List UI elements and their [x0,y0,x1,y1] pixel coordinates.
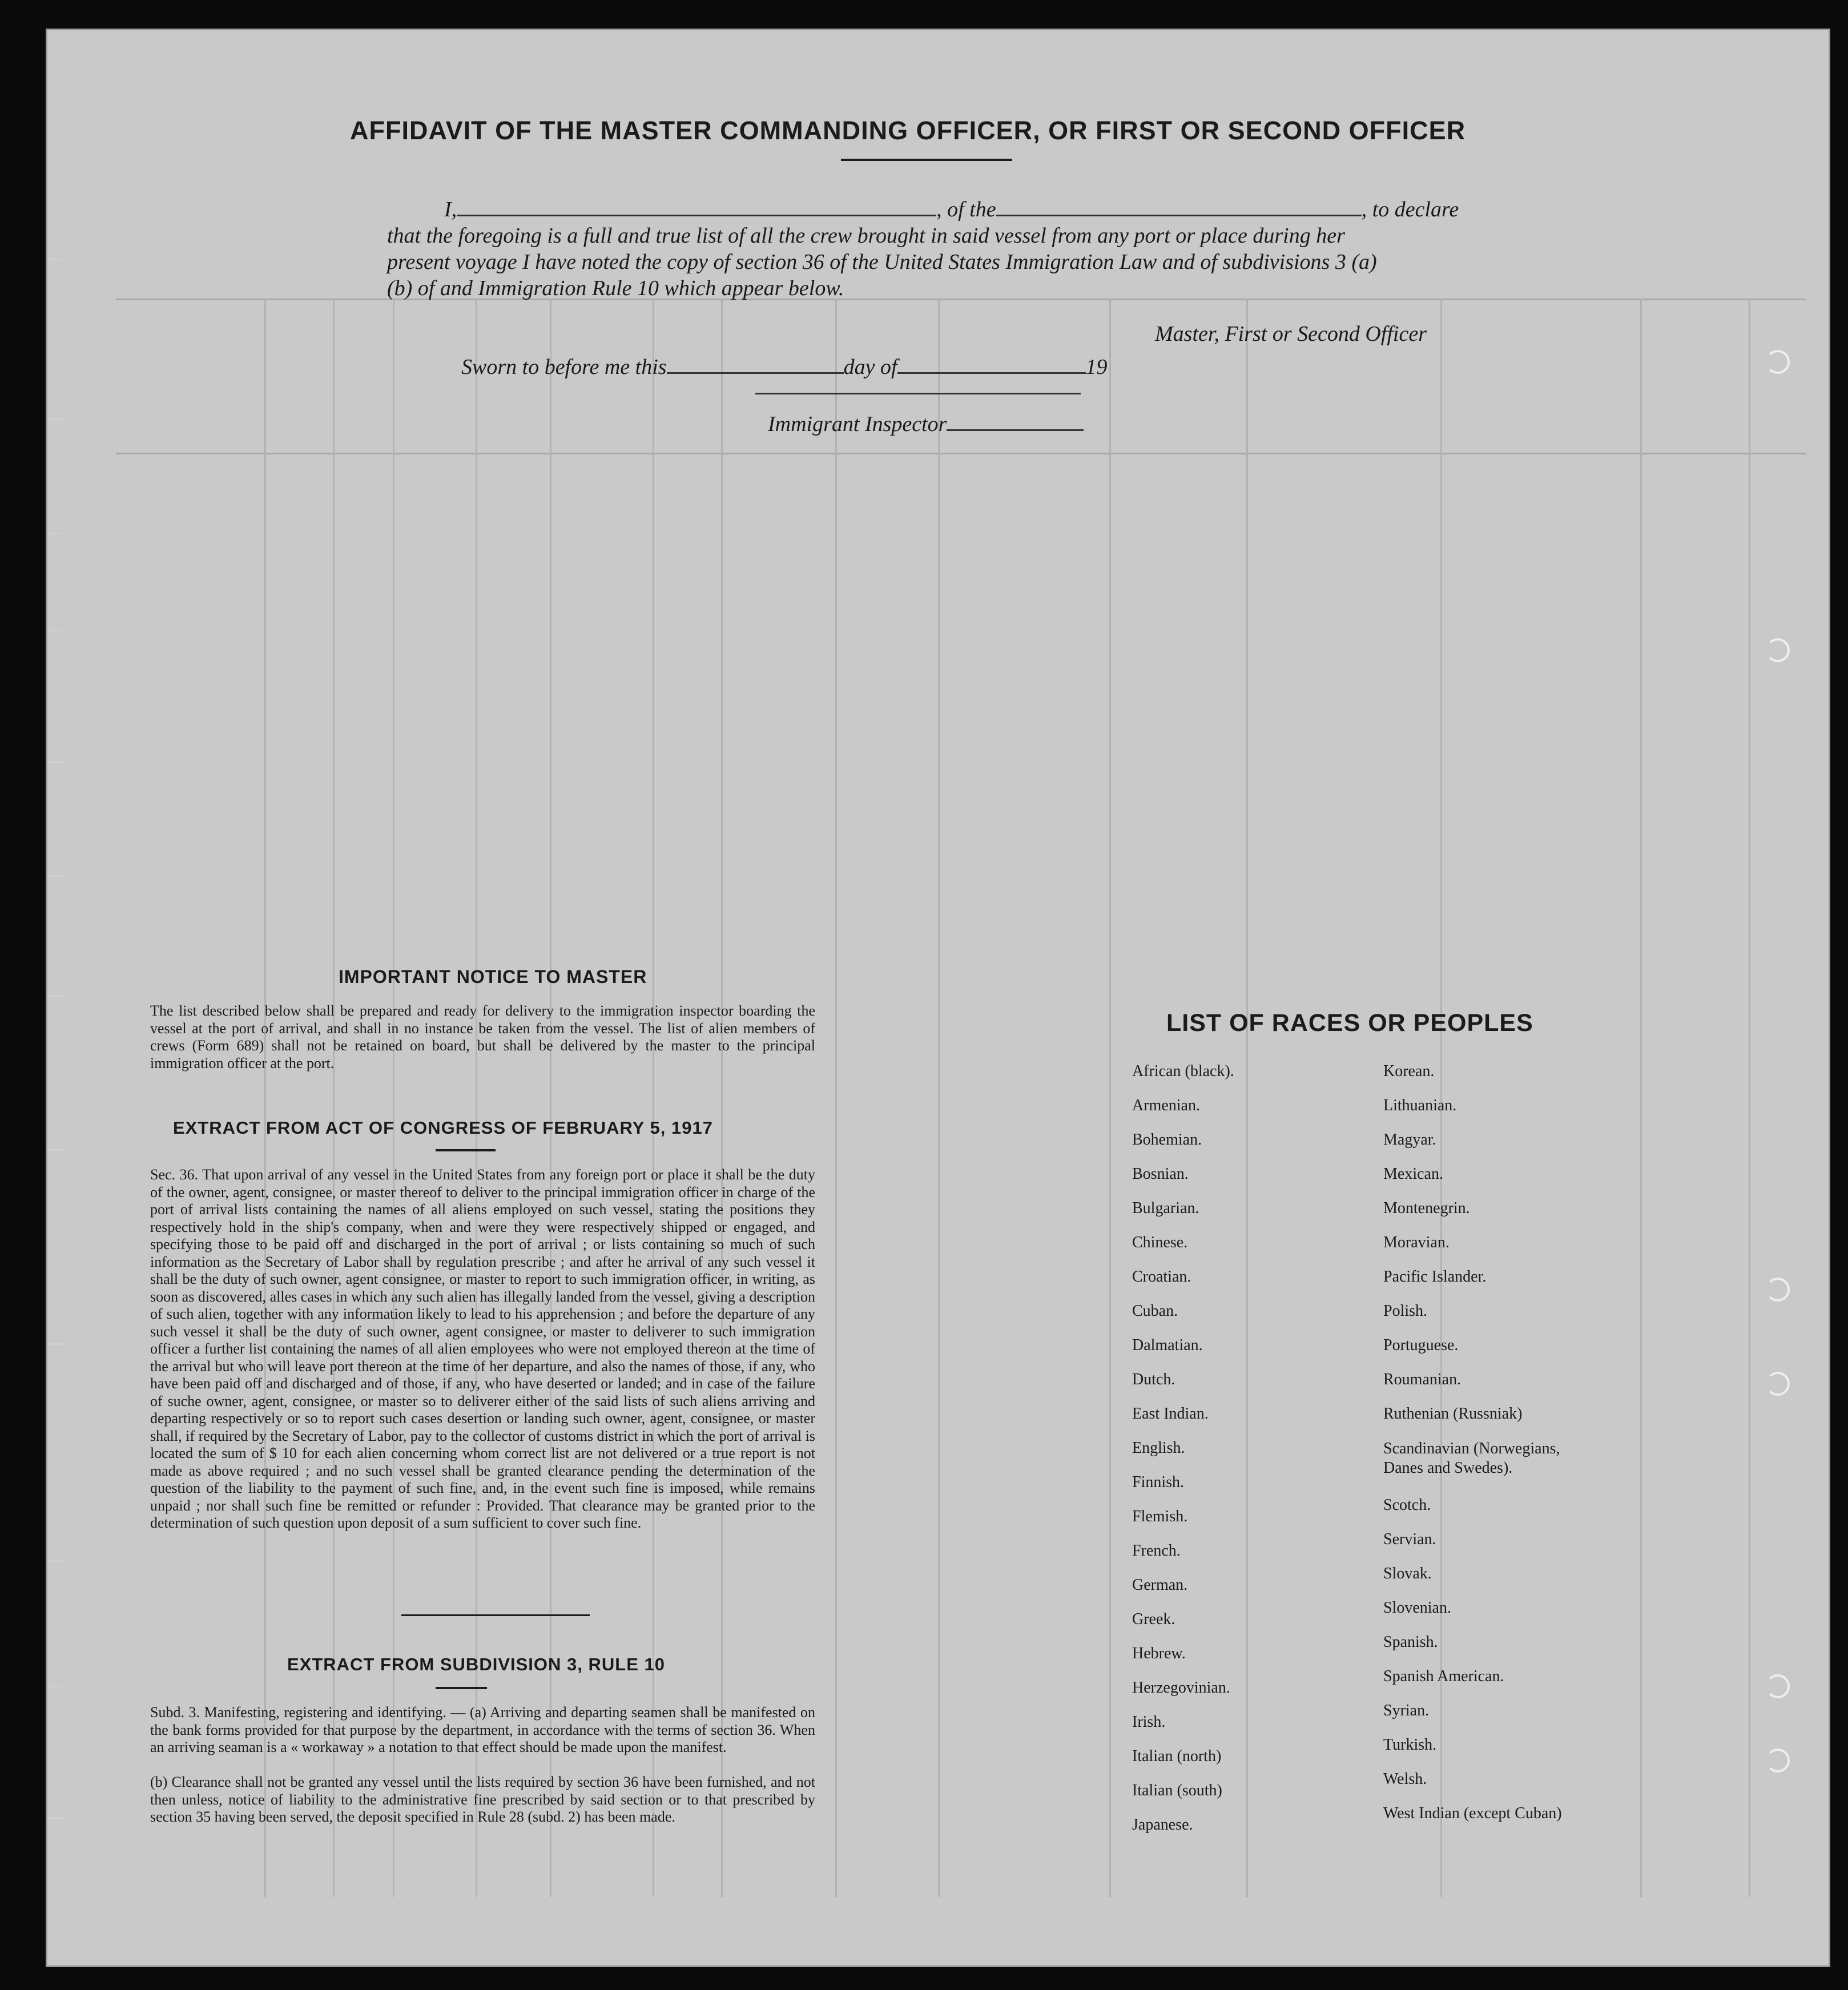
affidavit-line-3: present voyage I have noted the copy of section 36 of the United States Immigration Law and of subdivisions 3 (a) [387,250,1377,274]
document-sheet [46,29,1830,1967]
race-item: Bosnian. [1132,1165,1189,1183]
inspector-label: Immigrant Inspector [768,412,947,436]
act-end-rule [401,1614,590,1616]
rule-subdivision-a: Subd. 3. Manifesting, registering and identifying. — (a) Arriving and departing seamen shall be manifested on the bank forms provided for that purpose by the department, in accordance with the terms of section 36. When an arriving seaman is a « workaway » a notation to that effect should be made upon the manifest. [150,1704,815,1755]
race-item: Magyar. [1383,1131,1436,1149]
affidavit-declare-label: , to declare [1361,198,1459,221]
day-of-label: day of [843,355,897,379]
ghost-column-line [1749,299,1750,1897]
race-item: Italian (south) [1132,1782,1222,1799]
sworn-month-blank [897,372,1086,374]
race-item: Bulgarian. [1132,1199,1199,1217]
race-item: Irish. [1132,1713,1166,1731]
ghost-table-header-rule [116,453,1806,454]
race-item: Armenian. [1132,1097,1200,1114]
title-underline [841,159,1012,161]
binder-hole [1766,1674,1790,1698]
rule-title: EXTRACT FROM SUBDIVISION 3, RULE 10 [287,1654,665,1674]
ghost-column-line [1640,299,1642,1897]
rule-title-underline [436,1687,487,1689]
affidavit-title: AFFIDAVIT OF THE MASTER COMMANDING OFFICER, OR FIRST OR SECOND OFFICER [350,116,1466,145]
ghost-column-line [835,299,837,1897]
master-signature-label: Master, First or Second Officer [1155,322,1427,346]
sworn-line [461,355,1108,380]
margin-tick [47,1686,63,1687]
sworn-day-blank [667,372,844,374]
race-item: Moravian. [1383,1234,1450,1251]
margin-tick [47,1343,63,1345]
binder-hole [1766,638,1790,662]
binder-hole [1766,1278,1790,1302]
race-item: Flemish. [1132,1508,1188,1525]
margin-tick [47,1149,63,1151]
notice-text: The list described below shall be prepared and ready for delivery to the immigration inspector boarding the vessel at the port of arrival, and shall in no instance be taken from the vessel. The list of alien members of crews (Form 689) shall not be retained on board, but shall be delivered by the master to the principal immigration officer at the port. [150,1002,815,1071]
race-item: West Indian (except Cuban) [1383,1804,1562,1822]
race-item: Italian (north) [1132,1747,1222,1765]
races-title: LIST OF RACES OR PEOPLES [1166,1009,1533,1037]
race-item: Ruthenian (Russniak) [1383,1405,1523,1423]
ghost-column-line [1246,299,1248,1897]
margin-tick [47,259,63,260]
ghost-column-line [938,299,940,1897]
sworn-label: Sworn to before me this [461,355,667,379]
race-item: Lithuanian. [1383,1097,1457,1114]
race-item: Montenegrin. [1383,1199,1470,1217]
margin-tick [47,1560,63,1562]
binder-hole [1766,350,1790,374]
race-item: Slovenian. [1383,1599,1451,1617]
margin-tick [47,1817,63,1819]
race-item: Syrian. [1383,1702,1430,1719]
race-item: Mexican. [1383,1165,1443,1183]
affidavit-of-label: , of the [936,198,996,221]
inspector-signature-line [755,393,1081,394]
act-section-36-text: Sec. 36. That upon arrival of any vessel in the United States from any foreign port or place it shall be the duty of the owner, agent, consignee, or master thereof to deliver to the principal immigration officer in charge of the port of arrival lists containing the names of all aliens employed on such vessel, stating the positions they respectively hold in the ship's company, when and were they were respectively shipped or engaged, and specifying those to be paid off and discharged in the port of arrival ; or lists containing so much of such information as the Secretary of Labor shall by regulation prescribe ; and after he arrival of any such vessel it shall be the duty of such owner, agent consignee, or master to report to such immigration officer, in writing, as soon as discovered, alles cases in which any such alien has illegally landed from the vessel, giving a description of such alien, together with any information likely to lead to his apprehension ; and before the departure of any such vessel it shall be the duty of such owner, agent consignee, or master to deliverer to such immigration officer a further list containing the names of all alien employees who were not employed thereon at the time of the arrival but who will leave port thereon at the time of her departure, and also the names of those, if any, who have been paid off and discharged and of those, if any, who have deserted or landed; and in case of the failure of suche owner, agent, consignee, or master so to deliverer either of the said lists of such aliens arriving and departing respectively or so to report such cases desertion or landing such owner, agent, consignee, or master shall, if required by the Secretary of Labor, pay to the collector of customs district in which the port of arrival is located the sum of $ 10 for each alien concerning whom correct list are not delivered or a true report is not made as above required ; and no such vessel shall be granted clearance pending the determination of the question of the liability to the payment of such fine, and, in the event such fine is imposed, while remains unpaid ; nor shall such fine be remitted or refunder : Provided. That clearance may be granted prior to the determination of such question upon deposit of a sum sufficient to cover such fine. [150,1166,815,1531]
race-item: Chinese. [1132,1234,1188,1251]
year-prefix: 19 [1085,355,1108,379]
race-item: Korean. [1383,1062,1435,1080]
affidavit-line-4: (b) of and Immigration Rule 10 which appear below. [387,276,844,300]
race-item: Dalmatian. [1132,1336,1203,1354]
race-item: Bohemian. [1132,1131,1202,1149]
race-item: Spanish. [1383,1633,1438,1651]
margin-tick [47,875,63,877]
ghost-column-line [721,299,723,1897]
race-item: Dutch. [1132,1371,1175,1388]
race-item: Finnish. [1132,1473,1185,1491]
race-item: German. [1132,1576,1188,1594]
notice-title: IMPORTANT NOTICE TO MASTER [339,966,647,987]
race-item: French. [1132,1542,1181,1560]
officer-name-blank [457,215,936,216]
margin-tick [47,761,63,763]
race-item: Turkish. [1383,1736,1437,1754]
race-item: Croatian. [1132,1268,1191,1286]
race-item: Roumanian. [1383,1371,1462,1388]
affidavit-line-1 [444,197,1459,222]
race-item: Slovak. [1383,1565,1432,1582]
race-item: East Indian. [1132,1405,1209,1423]
act-title: EXTRACT FROM ACT OF CONGRESS OF FEBRUARY 5, 1917 [173,1118,713,1138]
act-title-underline [436,1149,496,1151]
margin-tick [47,630,63,631]
binder-hole [1766,1749,1790,1773]
race-item: Cuban. [1132,1302,1178,1320]
race-item: Greek. [1132,1610,1175,1628]
race-item: Portuguese. [1383,1336,1459,1354]
race-item: Scandinavian (Norwegians, Danes and Swedes). [1383,1440,1560,1477]
inspector-line [768,412,1084,437]
ghost-column-line [1109,299,1111,1897]
ghost-column-line [264,299,266,1897]
race-item: Polish. [1383,1302,1428,1320]
race-item: African (black). [1132,1062,1234,1080]
affidavit-line-2: that the foregoing is a full and true list of all the crew brought in said vessel from any port or place during her [387,224,1345,248]
margin-tick [47,418,63,420]
ghost-table-top-rule [116,299,1806,300]
race-item: Spanish American. [1383,1667,1504,1685]
race-item: Pacific Islander. [1383,1268,1487,1286]
race-item: Herzegovinian. [1132,1679,1230,1697]
race-item: Hebrew. [1132,1645,1186,1662]
race-item: English. [1132,1439,1185,1457]
race-item: Japanese. [1132,1816,1193,1834]
rule-subdivision-b: (b) Clearance shall not be granted any vessel until the lists required by section 36 have been furnished, and not then unless, notice of liability to the administrative fine prescribed by said section or to that prescribed by section 35 having been served, the deposit specified in Rule 28 (subd. 2) has been made. [150,1774,815,1825]
race-item: Servian. [1383,1530,1436,1548]
margin-tick [47,533,63,534]
race-item: Welsh. [1383,1770,1427,1788]
margin-tick [47,995,63,997]
affidavit-i-label: I, [444,198,457,221]
inspector-blank [947,429,1084,431]
vessel-name-blank [996,215,1362,216]
binder-hole [1766,1372,1790,1396]
race-item: Scotch. [1383,1496,1431,1514]
